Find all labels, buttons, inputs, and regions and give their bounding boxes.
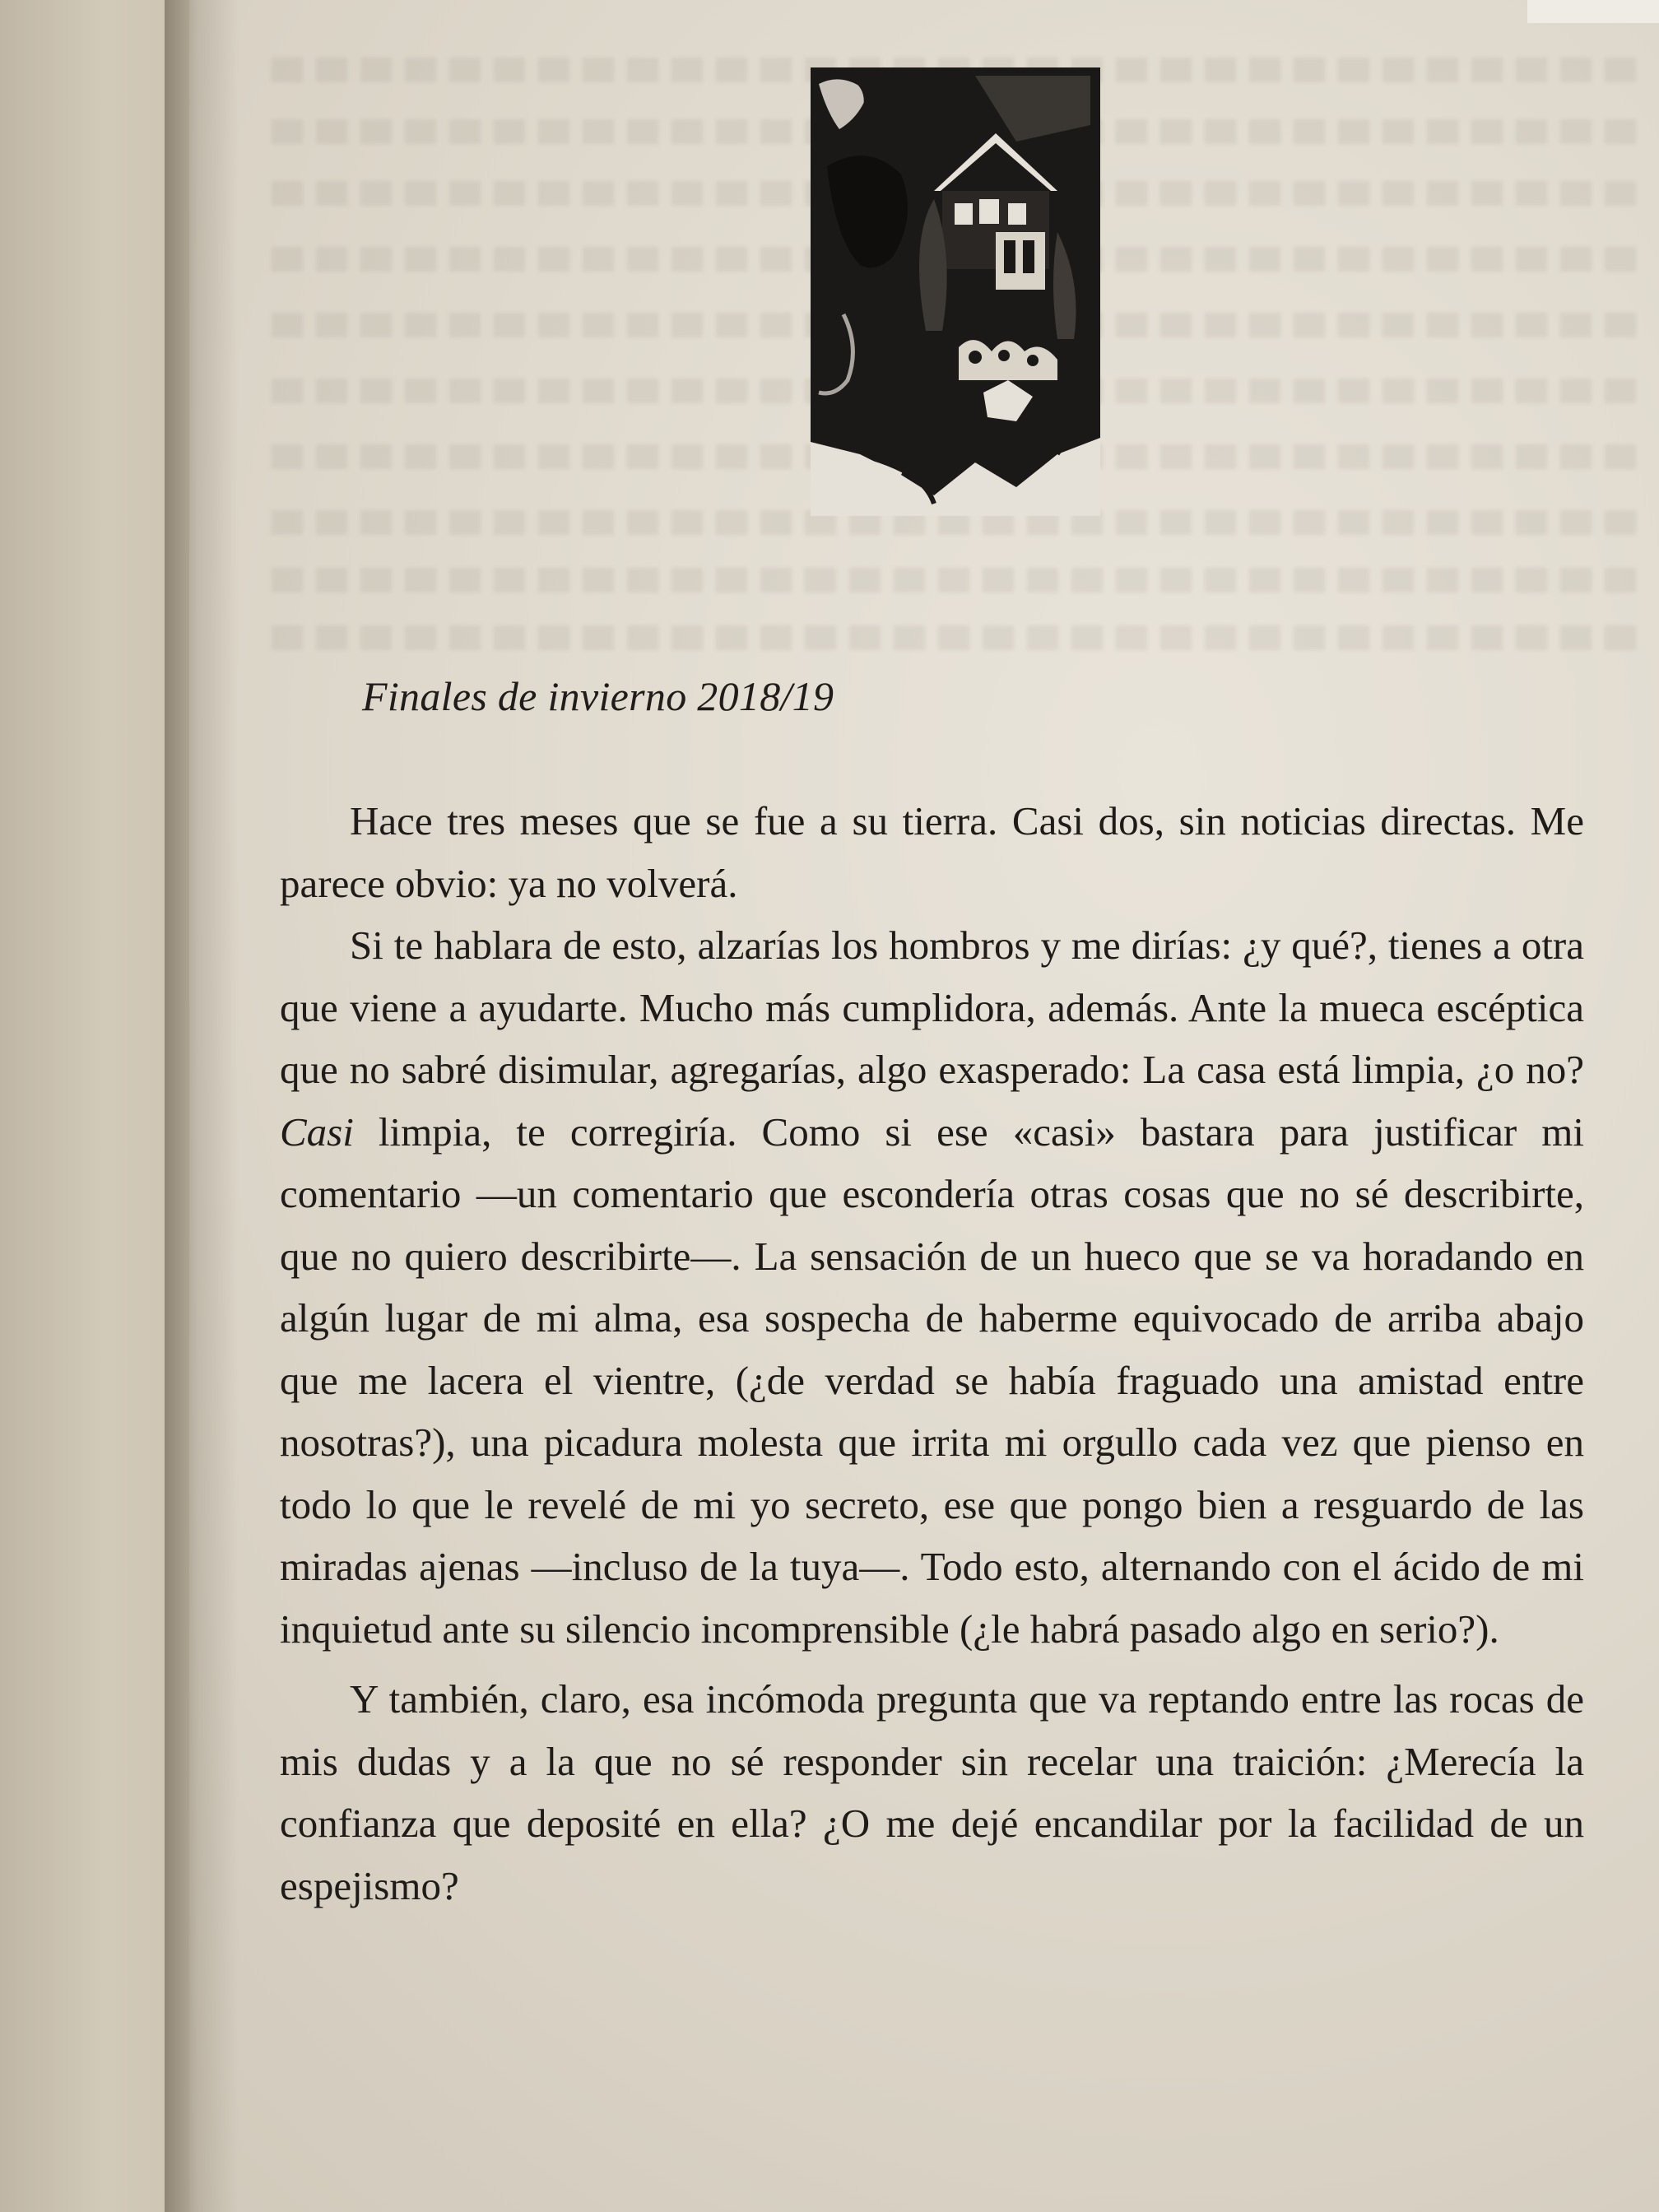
body-text — [280, 790, 1584, 1917]
house-landscape-illustration — [811, 67, 1100, 516]
paragraph-3: Y también, claro, esa incómoda pregunta que va reptando entre las rocas de mis dudas y a la que no sé responder sin recelar una traición: ¿Merecía la confianza que deposité en ella? ¿O me dejé encandilar por la facilidad de un espejismo? — [280, 1676, 1584, 1908]
paragraph-1: Hace tres meses que se fue a su tierra. Casi dos, sin noticias directas. Me parece obvio: ya no volverá. — [280, 798, 1584, 906]
emphasis-casi: Casi — [280, 1108, 354, 1155]
bleed-through — [272, 568, 1638, 592]
illustration-svg — [811, 67, 1100, 516]
facing-page-edge — [0, 0, 189, 2212]
paragraph-2-text-a: Si te hablara de esto, alzarías los hombros y me dirías: ¿y qué?, tienes a otra que viene a ayudarte. Mucho más cumplidora, además. Ante la mueca escéptica que no sabré disimular, agregarías, algo exasperado: La casa está limpia, ¿o no? — [280, 922, 1584, 1092]
section-title: Finales de invierno 2018/19 — [362, 673, 834, 719]
page-corner — [1527, 0, 1659, 23]
paragraph-2 — [280, 914, 1584, 1660]
bleed-through — [272, 625, 1638, 650]
paragraph-2-text-b: limpia, te corregiría. Como si ese «casi» bastara para justificar mi comentario —un comentario que escondería otras cosas que no sé describirte, que no quiero describirte—. La sensación de un hueco que se va horadando en algún lugar de mi alma, esa sospecha de haberme equivocado de arriba abajo que me lacera el vientre, (¿de verdad se había fraguado una amistad entre nosotras?), una picadura molesta que irrita mi orgullo cada vez que pienso en todo lo que le revelé de mi yo secreto, ese que pongo bien a resguardo de las miradas ajenas —incluso de la tuya—. Todo esto, alternando con el ácido de mi inquietud ante su silencio incomprensible (¿le habrá pasado algo en serio?). — [280, 1108, 1584, 1652]
book-gutter — [165, 0, 239, 2212]
